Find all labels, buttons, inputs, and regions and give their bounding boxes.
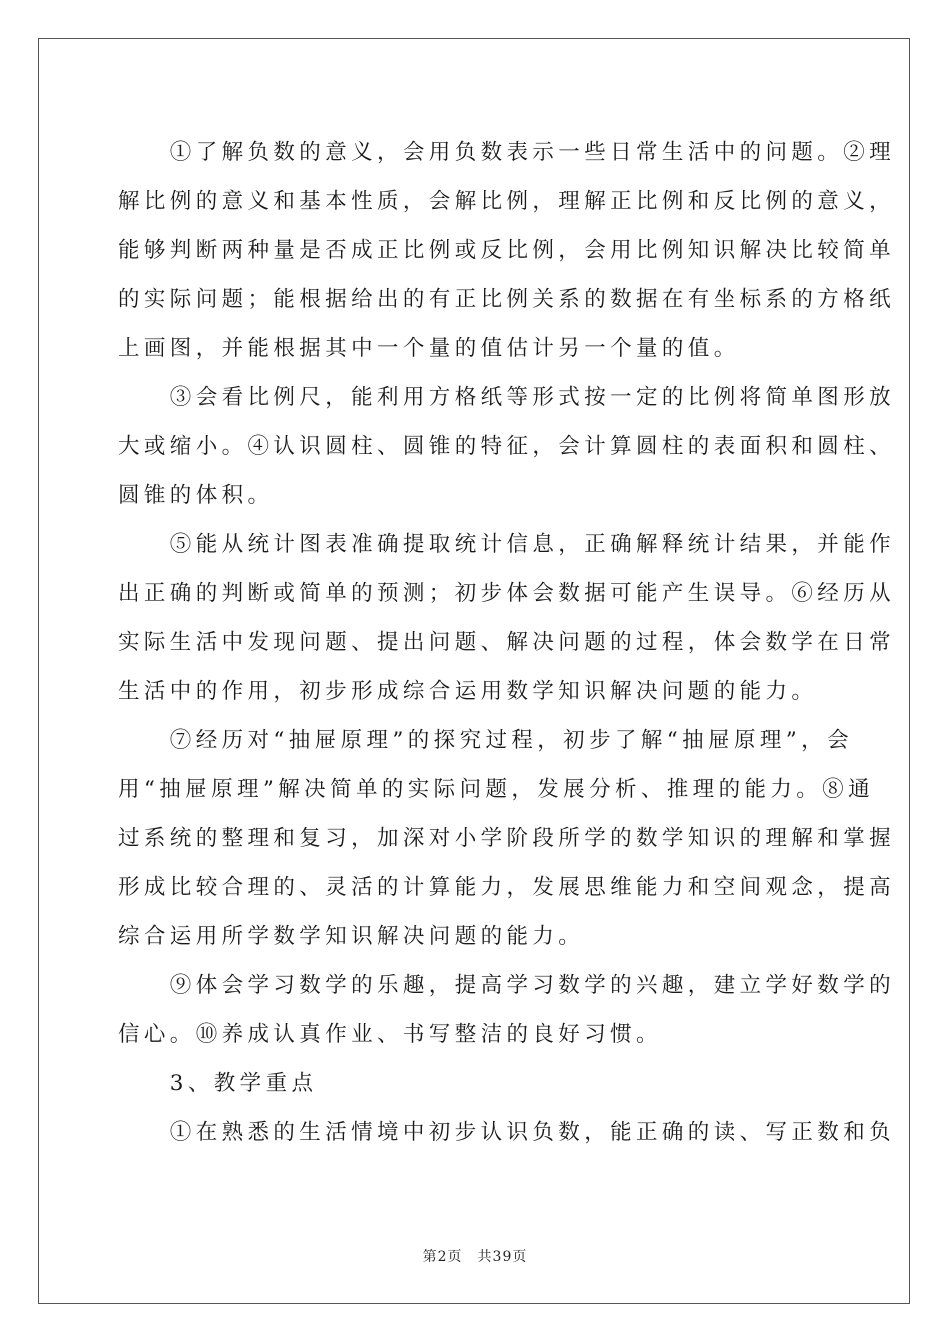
- text-line: ⑨体会学习数学的乐趣，提高学习数学的兴趣，建立学好数学的: [118, 973, 896, 998]
- section-heading: 3、教学重点: [118, 1071, 318, 1096]
- text-line: ①在熟悉的生活情境中初步认识负数，能正确的读、写正数和负: [118, 1120, 896, 1145]
- text-line: 大或缩小。④认识圆柱、圆锥的特征，会计算圆柱的表面积和圆柱、: [118, 434, 896, 459]
- text-line: 生活中的作用，初步形成综合运用数学知识解决问题的能力。: [118, 679, 818, 704]
- page-number-footer: 第2页 共39页: [422, 1249, 528, 1265]
- text-line: ①了解负数的意义，会用负数表示一些日常生活中的问题。②理: [118, 140, 896, 165]
- document-body: [118, 128, 896, 1157]
- text-line: 能够判断两种量是否成正比例或反比例，会用比例知识解决比较简单: [118, 238, 896, 263]
- text-line: 上画图，并能根据其中一个量的值估计另一个量的值。: [118, 336, 740, 361]
- text-line: 过系统的整理和复习，加深对小学阶段所学的数学知识的理解和掌握: [118, 826, 896, 851]
- text-line: 形成比较合理的、灵活的计算能力，发展思维能力和空间观念，提高: [118, 875, 896, 900]
- text-line: 解比例的意义和基本性质，会解比例，理解正比例和反比例的意义，: [118, 189, 896, 214]
- text-line: 实际生活中发现问题、提出问题、解决问题的过程，体会数学在日常: [118, 630, 896, 655]
- text-line: 出正确的判断或简单的预测；初步体会数据可能产生误导。⑥经历从: [118, 581, 896, 606]
- text-line: 圆锥的体积。: [118, 483, 274, 508]
- text-line: 信心。⑩养成认真作业、书写整洁的良好习惯。: [118, 1022, 662, 1047]
- text-line: 的实际问题；能根据给出的有正比例关系的数据在有坐标系的方格纸: [118, 287, 896, 312]
- text-line: ③会看比例尺，能利用方格纸等形式按一定的比例将简单图形放: [118, 385, 896, 410]
- text-line: ⑦经历对“抽屉原理”的探究过程，初步了解“抽屉原理”，会: [118, 728, 853, 753]
- text-line: 综合运用所学数学知识解决问题的能力。: [118, 924, 585, 949]
- text-line: 用“抽屉原理”解决简单的实际问题，发展分析、推理的能力。⑧通: [118, 777, 874, 802]
- text-line: ⑤能从统计图表准确提取统计信息，正确解释统计结果，并能作: [118, 532, 896, 557]
